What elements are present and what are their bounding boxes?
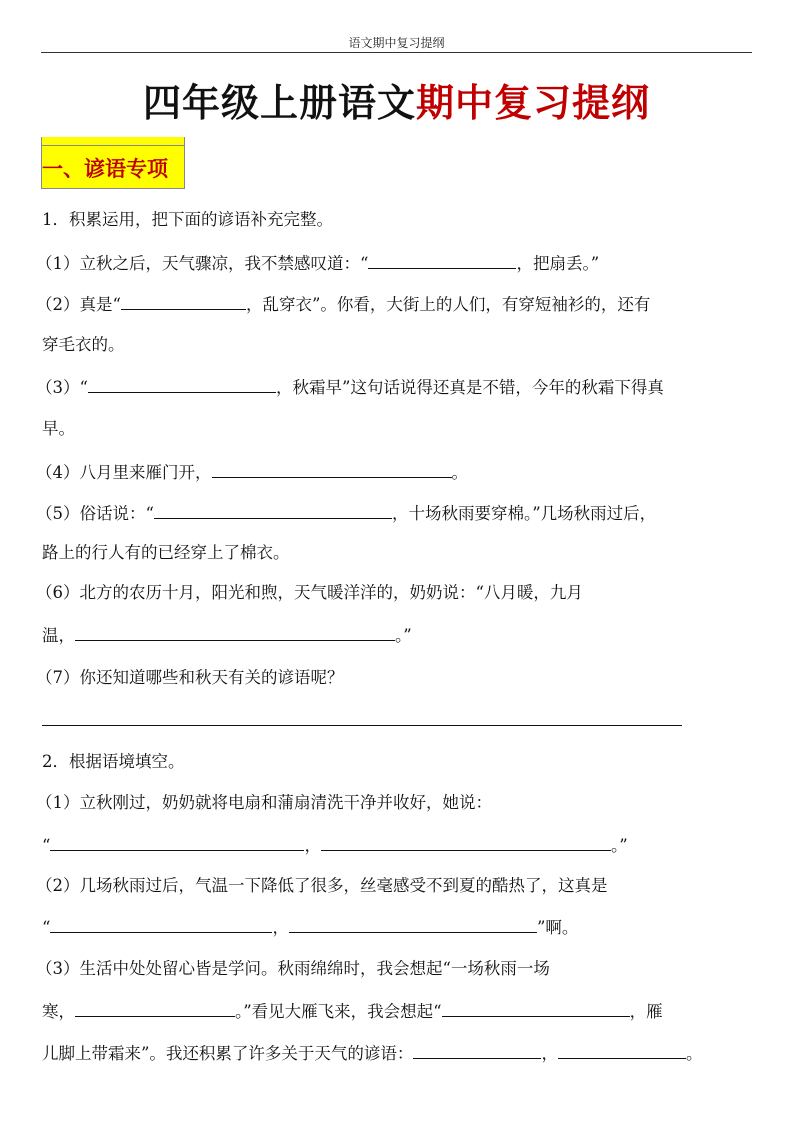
blank[interactable] bbox=[289, 916, 537, 933]
q1-item5-cont: 路上的行人有的已经穿上了棉衣。 bbox=[42, 543, 290, 562]
q1-item3-cont: 早。 bbox=[42, 419, 75, 438]
q1-item6: （6）北方的农历十月，阳光和煦，天气暖洋洋的，奶奶说：“八月暖，九月 bbox=[36, 583, 583, 602]
header-divider bbox=[41, 52, 752, 53]
blank[interactable] bbox=[75, 1000, 235, 1017]
blank[interactable] bbox=[121, 293, 246, 310]
section-title: 一、谚语专项 bbox=[42, 157, 168, 181]
title-black: 四年级上册语文 bbox=[142, 81, 416, 125]
q2-item2: （2）几场秋雨过后，气温一下降低了很多，丝毫感受不到夏的酷热了，这真是 bbox=[36, 876, 608, 895]
q2-item3-cont: 寒， 。”看见大雁飞来，我会想起“ ，雁 bbox=[42, 1002, 663, 1021]
blank[interactable] bbox=[321, 834, 611, 851]
blank[interactable] bbox=[88, 376, 276, 393]
blank[interactable] bbox=[75, 624, 395, 641]
page-header: 语文期中复习提纲 bbox=[348, 36, 445, 50]
blank[interactable] bbox=[50, 834, 304, 851]
blank[interactable] bbox=[442, 1000, 630, 1017]
blank[interactable] bbox=[558, 1042, 686, 1059]
q2-item1: （1）立秋刚过，奶奶就将电扇和蒲扇清洗干净并收好，她说： bbox=[36, 793, 492, 812]
blank[interactable] bbox=[413, 1042, 541, 1059]
q1-item6-cont: 温， 。” bbox=[42, 626, 412, 645]
title-red: 期中复习提纲 bbox=[416, 81, 651, 125]
q2-item3-cont2: 儿脚上带霜来”。我还积累了许多关于天气的谚语： ， 。 bbox=[42, 1044, 703, 1063]
document-title bbox=[0, 72, 793, 127]
section-heading bbox=[41, 137, 185, 189]
q1-item7-answer bbox=[42, 709, 682, 732]
q1-stem: 1．积累运用，把下面的谚语补充完整。 bbox=[42, 210, 333, 229]
blank[interactable] bbox=[42, 709, 682, 726]
q2-item3: （3）生活中处处留心皆是学问。秋雨绵绵时，我会想起“一场秋雨一场 bbox=[36, 959, 550, 978]
blank[interactable] bbox=[154, 502, 392, 519]
blank[interactable] bbox=[368, 252, 516, 269]
blank[interactable] bbox=[212, 461, 452, 478]
q2-stem: 2．根据语境填空。 bbox=[42, 752, 185, 771]
q1-item2: （2）真是“ ，乱穿衣”。你看，大街上的人们，有穿短袖衫的，还有 bbox=[36, 295, 651, 314]
q2-item2-cont: “ ， ”啊。 bbox=[42, 918, 579, 937]
q1-item1: （1）立秋之后，天气骤凉，我不禁感叹道：“ ，把扇丢。” bbox=[36, 254, 600, 273]
blank[interactable] bbox=[50, 916, 272, 933]
q1-item5: （5）俗话说：“ ，十场秋雨要穿棉。”几场秋雨过后， bbox=[36, 504, 657, 523]
q1-item7: （7）你还知道哪些和秋天有关的谚语呢？ bbox=[36, 668, 344, 687]
q2-item1-cont: “ ， 。” bbox=[42, 836, 628, 855]
q1-item4: （4）八月里来雁门开， 。 bbox=[36, 463, 468, 482]
q1-item2-cont: 穿毛衣的。 bbox=[42, 335, 125, 354]
q1-item3: （3）“ ，秋霜早”这句话说得还真是不错，今年的秋霜下得真 bbox=[36, 378, 664, 397]
